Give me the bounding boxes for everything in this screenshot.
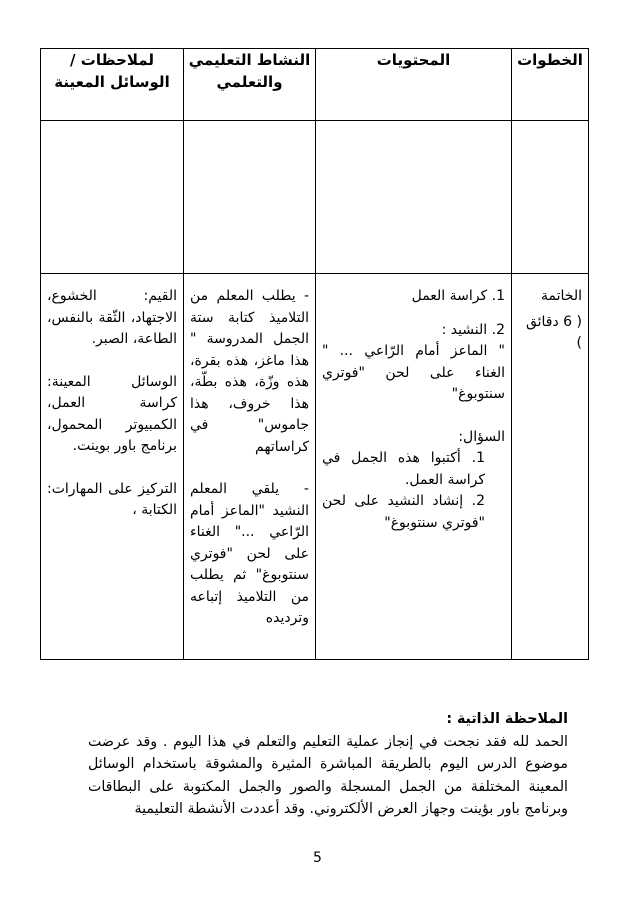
empty-cell [316, 121, 512, 274]
lesson-plan-table [40, 48, 589, 660]
content-item: 1. كراسة العمل [411, 288, 505, 304]
step-duration: ( 6 دقائق [525, 313, 582, 330]
content-item: 2. النشيد : [441, 321, 505, 338]
page-number: 5 [313, 850, 322, 866]
self-note [88, 708, 568, 821]
question-item: 2. إنشاد النشيد على لحن "فوتري سنتوبوغ" [322, 493, 485, 531]
table-header-row [41, 49, 589, 121]
step-duration-close: ) [576, 335, 582, 351]
activity-paragraph: - يطلب المعلم من التلاميذ كتابة ستة الجمل المدروسة " هذا ماغز، هذه بقرة، هذه وزّة، هذه بطّة، هذا خروف، هذا جاموس" في كراساتهم [190, 288, 309, 455]
empty-cell [41, 121, 184, 274]
values-text: القيم: الخشوع، الاجتهاد، الثّقة بالنفس، الطاعة، الصبر. [47, 288, 177, 347]
aids-text: الوسائل المعينة: كراسة العمل، الكمبيوتر المحمول، برنامج باور بوينت. [47, 373, 177, 454]
question-item: 1. أكتبوا هذه الجمل في كراسة العمل. [322, 450, 485, 488]
header-notes [41, 49, 184, 121]
empty-cell [512, 121, 589, 274]
question-title: السؤال: [458, 428, 505, 445]
header-notes-line2: الوسائل المعينة [54, 73, 170, 91]
self-note-text: الحمد لله فقد نجحت في إنجاز عملية التعليم والتعلم في هذا اليوم . وقد عرضت موضوع الدرس اليوم بالطريقة المباشرة المثيرة والمشوقة باستخدام الوسائل المعينة المختلفة من الجمل المسجلة والصور والجمل المكتوبة على البطاقات وبرنامج باور بؤينت وجهاز العرض الألكتروني. وقد أعددت الأنشطة التعليمية [88, 733, 568, 817]
empty-cell [184, 121, 316, 274]
step-name: الخاتمة [541, 288, 582, 304]
header-activity-line1: النشاط التعليمي [188, 51, 311, 69]
header-notes-line1: لملاحظات / [70, 51, 154, 69]
header-activity [184, 49, 316, 121]
contents-cell [316, 274, 512, 660]
self-note-title: الملاحظة الذاتية : [446, 711, 568, 727]
focus-text: التركيز على المهارات: الكتابة ، [47, 480, 177, 518]
empty-row [41, 121, 589, 274]
activity-paragraph: - يلقي المعلم النشيد "الماعز أمام الرّاعي ..." الغناء على لحن "فوتري سنتوبوغ" ثم يطلب من التلاميذ إتباعه وترديده [190, 481, 309, 626]
conclusion-row [41, 274, 589, 660]
header-contents: المحتويات [316, 49, 512, 121]
notes-cell [41, 274, 184, 660]
header-steps: الخطوات [512, 49, 589, 121]
activity-cell [184, 274, 316, 660]
header-activity-line2: والتعلمي [216, 73, 283, 91]
content-item: " الماعز أمام الرّاعي ... " الغناء على لحن "فوتري سنتوبوغ" [322, 343, 505, 402]
step-cell [512, 274, 589, 660]
